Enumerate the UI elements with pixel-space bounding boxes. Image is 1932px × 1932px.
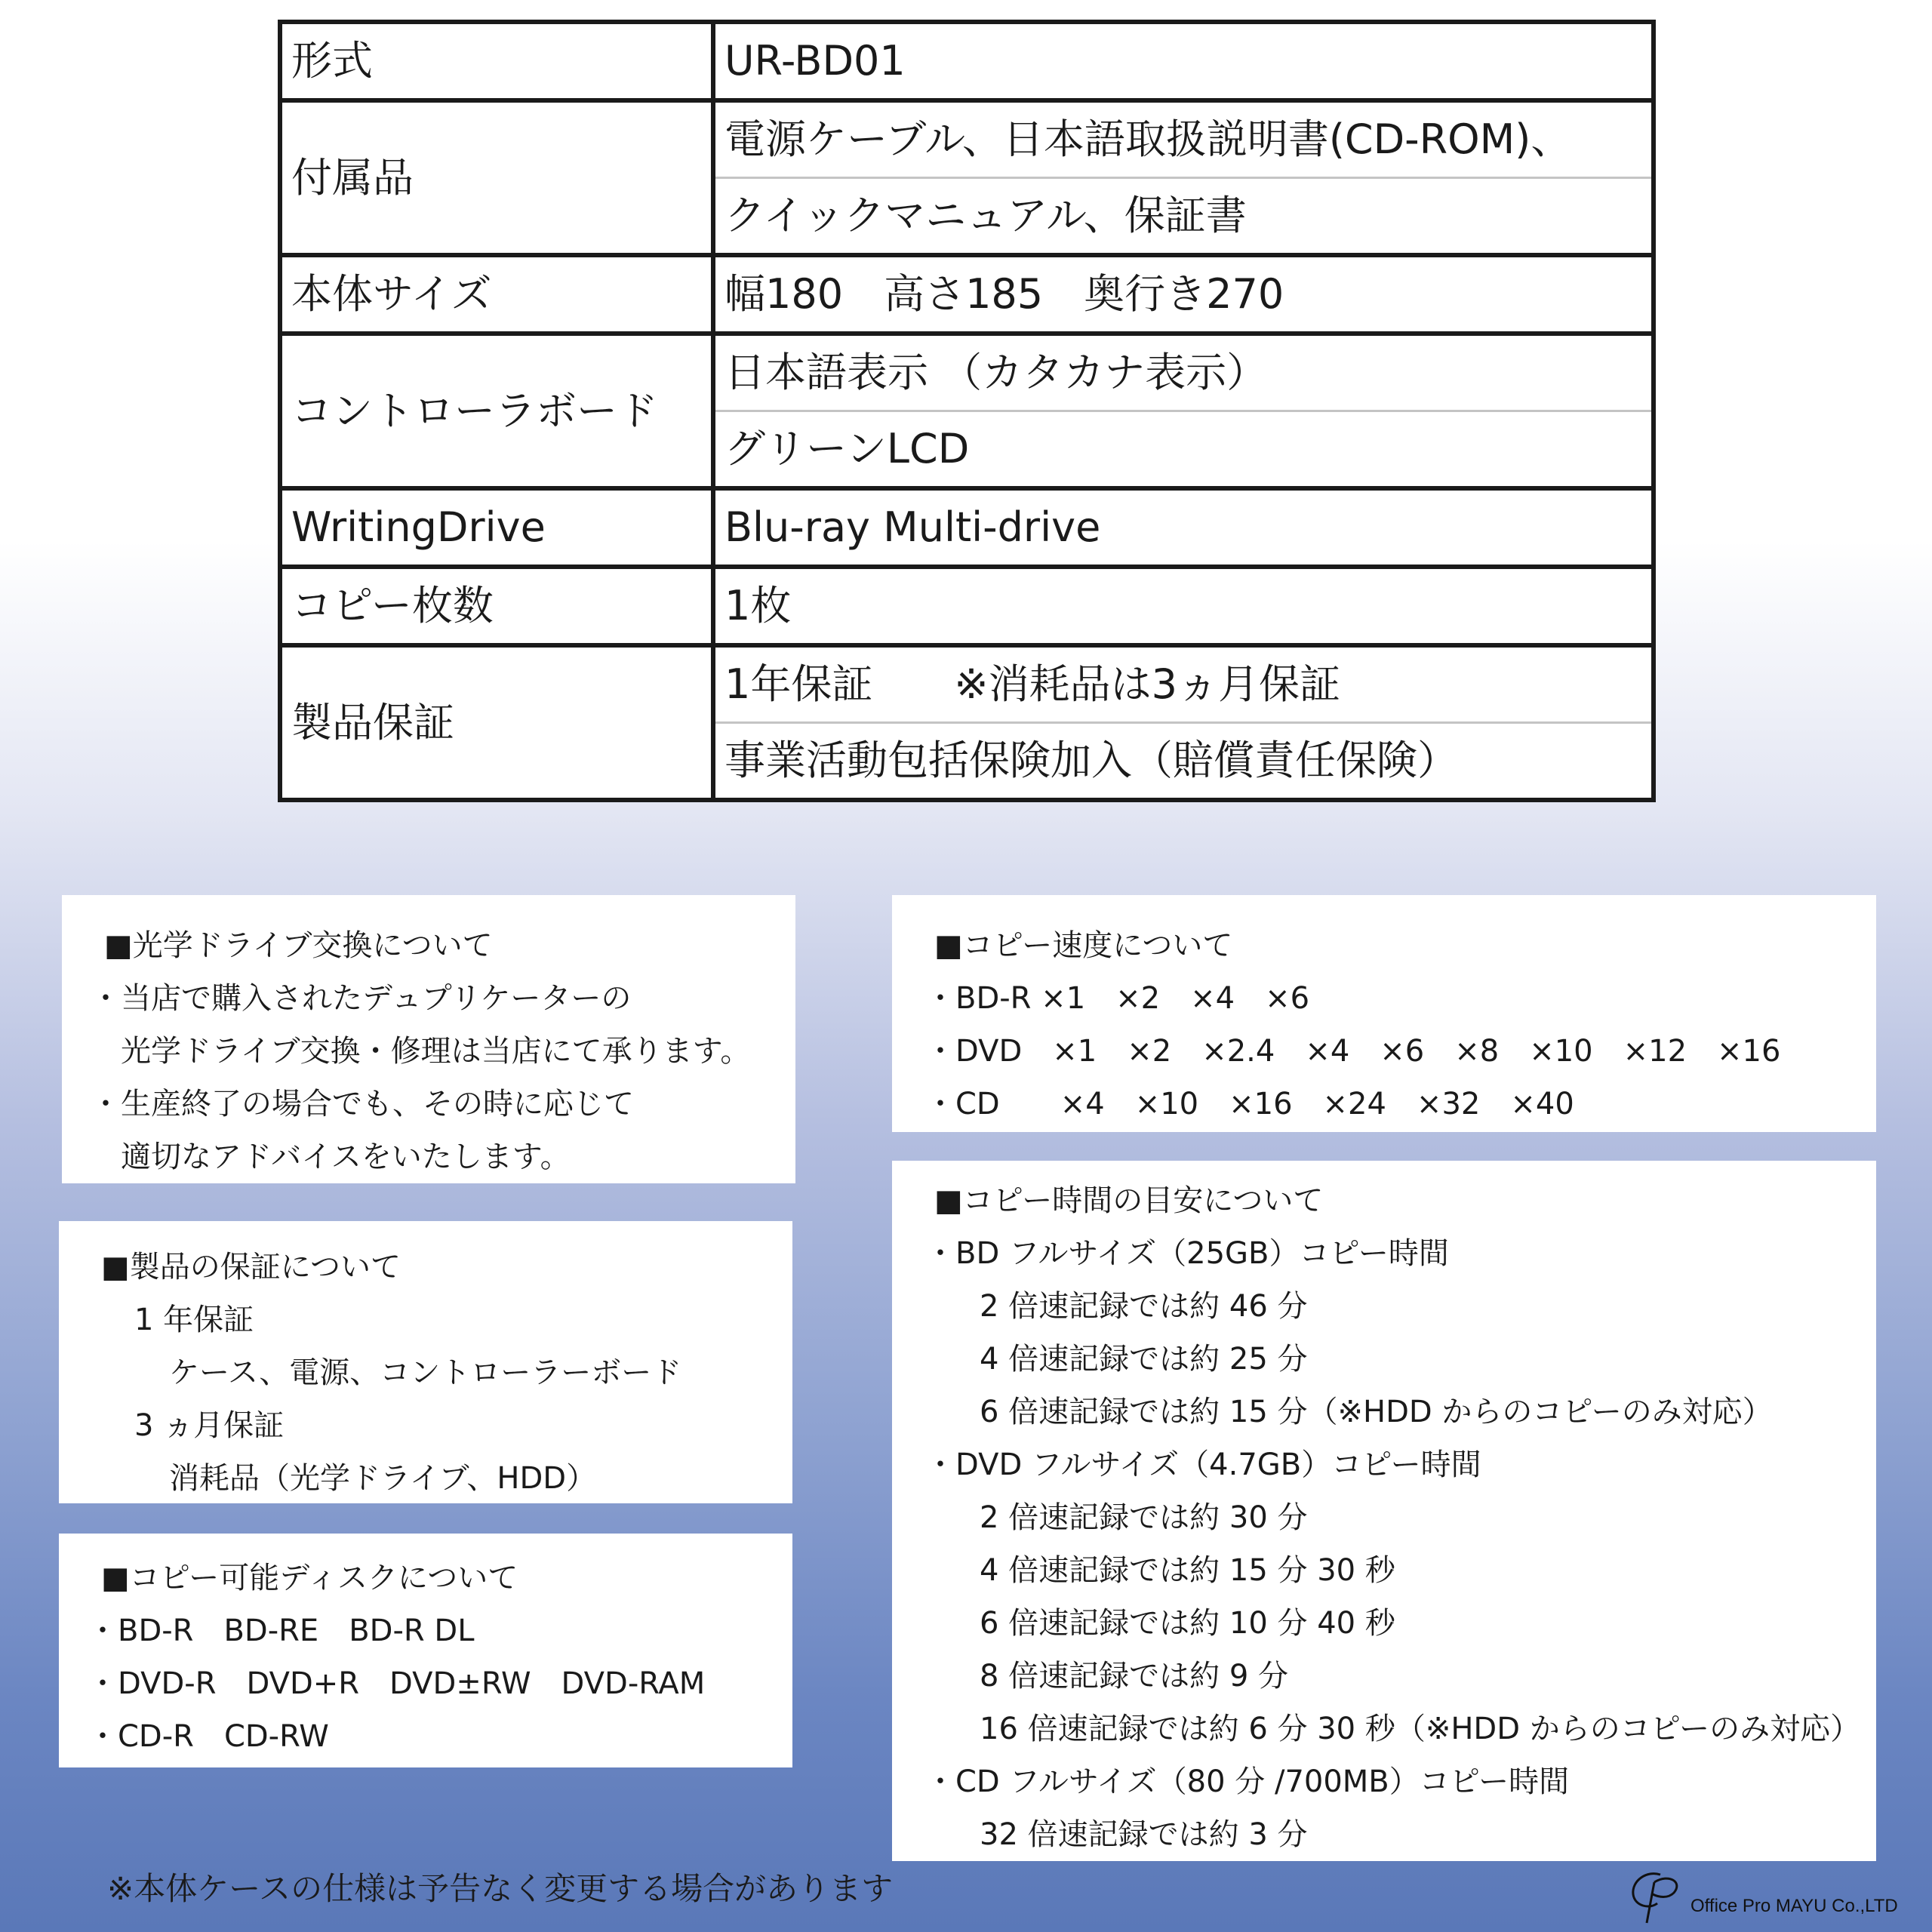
info-line: ・当店で購入されたデュプリケーターの [91, 981, 632, 1016]
section-title: ■コピー速度について [934, 928, 1233, 963]
warranty-box [59, 1221, 792, 1503]
logo-mark-icon [1624, 1864, 1692, 1924]
info-line: 8 倍速記録では約 9 分 [980, 1659, 1289, 1694]
spec-row-size [280, 255, 1654, 334]
spec-value: Blu-ray Multi-drive [713, 488, 1654, 567]
spec-label: 形式 [280, 22, 713, 100]
info-line: ・CD フルサイズ（80 分 /700MB）コピー時間 [925, 1764, 1570, 1799]
info-line: ・BD-R BD-RE BD-R DL [88, 1614, 475, 1648]
spec-label: コントローラボード [280, 334, 713, 488]
spec-label: WritingDrive [280, 488, 713, 567]
info-line: ・DVD ×1 ×2 ×2.4 ×4 ×6 ×8 ×10 ×12 ×16 [925, 1034, 1781, 1069]
info-line: 消耗品（光学ドライブ、HDD） [169, 1461, 597, 1496]
info-line: 32 倍速記録では約 3 分 [980, 1817, 1308, 1852]
info-line: 16 倍速記録では約 6 分 30 秒（※HDD からのコピーのみ対応） [980, 1712, 1861, 1746]
section-title: ■コピー時間の目安について [934, 1183, 1324, 1218]
spec-value: グリーンLCD [713, 411, 1654, 489]
spec-value: 電源ケーブル、日本語取扱説明書(CD-ROM)、 [713, 100, 1654, 178]
info-line: ・CD-R CD-RW [88, 1719, 329, 1754]
info-line: ・CD ×4 ×10 ×16 ×24 ×32 ×40 [925, 1087, 1574, 1121]
discs-box [59, 1534, 792, 1767]
footer-note: ※本体ケースの仕様は予告なく変更する場合があります [107, 1870, 894, 1907]
spec-row-drive [280, 488, 1654, 567]
spec-label: 本体サイズ [280, 255, 713, 334]
spec-value: 日本語表示 （カタカナ表示） [713, 334, 1654, 411]
spec-value: 幅180 高さ185 奥行き270 [713, 255, 1654, 334]
info-line: 6 倍速記録では約 10 分 40 秒 [980, 1606, 1395, 1641]
spec-label: 製品保証 [280, 645, 713, 800]
spec-row-copies [280, 567, 1654, 645]
info-line: 1 年保証 [134, 1303, 254, 1337]
spec-value: クイックマニュアル、保証書 [713, 178, 1654, 256]
spec-label: 付属品 [280, 100, 713, 255]
drive-exchange-box [62, 895, 795, 1183]
info-line: 4 倍速記録では約 15 分 30 秒 [980, 1553, 1395, 1588]
spec-value: UR-BD01 [713, 22, 1654, 100]
info-line: 6 倍速記録では約 15 分（※HDD からのコピーのみ対応） [980, 1395, 1773, 1429]
spec-value: 事業活動包括保険加入（賠償責任保険） [713, 723, 1654, 801]
info-line: ケース、電源、コントローラーボード [169, 1355, 682, 1390]
info-line: ・生産終了の場合でも、その時に応じて [91, 1087, 634, 1121]
info-line: 4 倍速記録では約 25 分 [980, 1342, 1308, 1377]
info-line: 適切なアドバイスをいたします。 [121, 1140, 571, 1174]
logo-text: Office Pro MAYU Co.,LTD [1690, 1896, 1898, 1916]
spec-row-controller [280, 334, 1654, 411]
spec-label: コピー枚数 [280, 567, 713, 645]
info-line: 3 ヵ月保証 [134, 1408, 285, 1443]
section-title: ■光学ドライブ交換について [104, 928, 493, 963]
info-line: 2 倍速記録では約 46 分 [980, 1289, 1308, 1324]
spec-row-model [280, 22, 1654, 100]
info-line: ・BD-R ×1 ×2 ×4 ×6 [925, 981, 1310, 1016]
spec-row-accessories [280, 100, 1654, 178]
company-logo [1624, 1864, 1911, 1924]
speed-box [892, 895, 1876, 1132]
info-line: ・DVD フルサイズ（4.7GB）コピー時間 [925, 1447, 1481, 1482]
info-line: ・BD フルサイズ（25GB）コピー時間 [925, 1236, 1449, 1271]
spec-table [278, 20, 1656, 802]
spec-value: 1枚 [713, 567, 1654, 645]
copy-time-box [892, 1161, 1876, 1861]
spec-row-warranty [280, 645, 1654, 723]
info-line: 光学ドライブ交換・修理は当店にて承ります。 [121, 1034, 751, 1069]
section-title: ■コピー可能ディスクについて [101, 1561, 518, 1595]
section-title: ■製品の保証について [101, 1250, 401, 1284]
info-line: ・DVD-R DVD+R DVD±RW DVD-RAM [88, 1666, 706, 1701]
spec-value: 1年保証 ※消耗品は3ヵ月保証 [713, 645, 1654, 723]
info-line: 2 倍速記録では約 30 分 [980, 1500, 1308, 1535]
